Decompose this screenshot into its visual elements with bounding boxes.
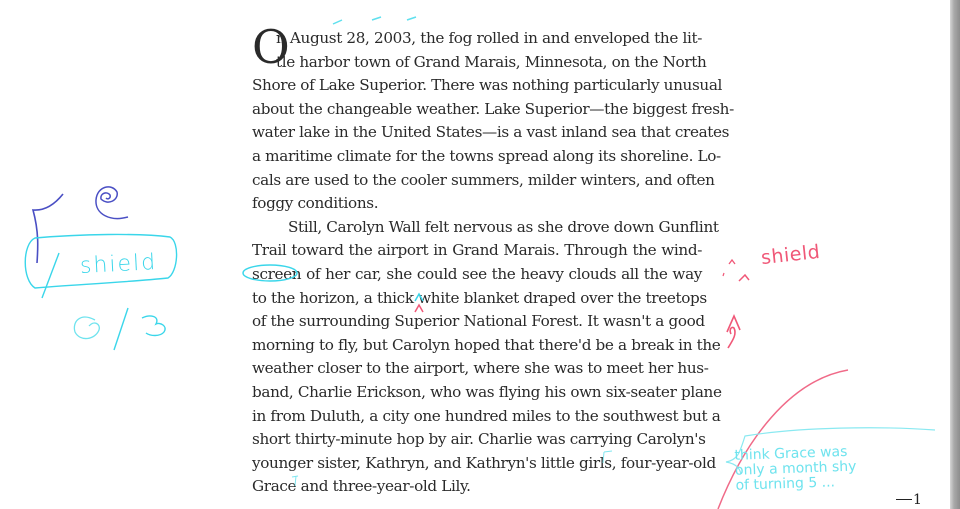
cyan-tick-mark xyxy=(407,17,416,20)
text-line: tle harbor town of Grand Marais, Minnesota, on the North xyxy=(276,52,707,71)
text-line: younger sister, Kathryn, and Kathryn's little girls, four-year-old xyxy=(252,453,716,472)
text-line: weather closer to the airport, where she was to meet her hus- xyxy=(252,359,709,378)
note-line: think Grace was xyxy=(734,443,848,464)
text-line: morning to fly, but Carolyn hoped that there'd be a break in the xyxy=(252,335,721,354)
cyan-at-symbol xyxy=(74,317,99,338)
cyan-tick-mark xyxy=(333,20,342,24)
text-line: about the changeable weather. Lake Superior—the biggest fresh- xyxy=(252,99,734,118)
red-tick-mark xyxy=(723,273,724,276)
text-line: Trail toward the airport in Grand Marais. Through the wind- xyxy=(252,241,702,260)
text-line: to the horizon, a thick white blanket draped over the treetops xyxy=(252,288,707,307)
drop-cap: O xyxy=(252,20,290,74)
text-line: Still, Carolyn Wall felt nervous as she drove down Gunflint xyxy=(288,217,719,236)
cyan-tick-mark xyxy=(372,17,381,20)
handwritten-shield-left: shield xyxy=(79,249,158,280)
text-line: Shore of Lake Superior. There was nothing particularly unusual xyxy=(252,76,723,95)
handwritten-shield-right: shield xyxy=(760,240,822,270)
red-caret-mark xyxy=(739,275,749,281)
page-number: 1 xyxy=(896,492,922,508)
red-up-arrow xyxy=(727,316,740,348)
blue-at-symbol xyxy=(96,187,128,219)
note-line: of turning 5 ... xyxy=(735,474,836,494)
text-line: water lake in the United States—is a vast inland sea that creates xyxy=(252,123,730,142)
text-line: cals are used to the cooler summers, milder winters, and often xyxy=(252,170,715,189)
cyan-slash-mark xyxy=(42,253,59,298)
note-line: only a month shy xyxy=(734,458,857,479)
text-line: a maritime climate for the towns spread along its shoreline. Lo- xyxy=(252,146,721,165)
book-page-text xyxy=(252,20,734,499)
cyan-slash-mark xyxy=(114,308,128,350)
text-line: foggy conditions. xyxy=(252,194,379,213)
text-line: short thirty-minute hop by air. Charlie was carrying Carolyn's xyxy=(252,430,706,449)
cyan-number-3 xyxy=(142,316,165,336)
text-line: of the surrounding Superior National Forest. It wasn't a good xyxy=(252,312,705,331)
text-line: in from Duluth, a city one hundred miles to the southwest but a xyxy=(252,406,721,425)
text-line: n August 28, 2003, the fog rolled in and enveloped the lit- xyxy=(276,29,702,47)
handwritten-margin-note xyxy=(734,443,895,494)
page-edge-shadow xyxy=(950,0,960,509)
red-caret-mark xyxy=(729,260,735,264)
text-line: screen of her car, she could see the heavy clouds all the way xyxy=(252,264,702,283)
blue-bracket-mark xyxy=(33,194,63,263)
text-line: band, Charlie Erickson, who was flying his own six-seater plane xyxy=(252,382,722,401)
text-line: Grace and three-year-old Lily. xyxy=(252,477,471,496)
